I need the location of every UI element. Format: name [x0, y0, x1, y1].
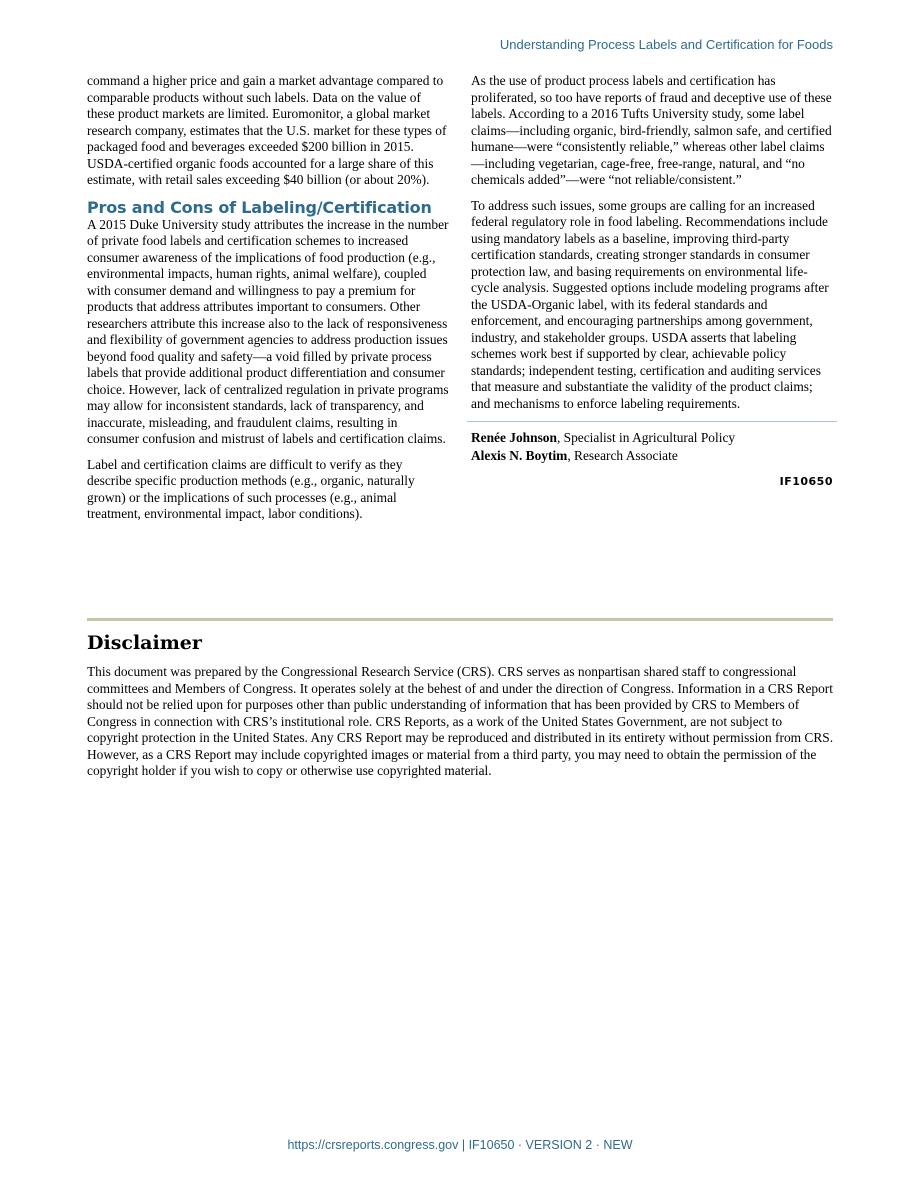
body-paragraph: Label and certification claims are difficult to verify as they describe specific production methods (e.g., organic, naturally grown) or the implications of such processes (e.g., animal treatment, environmental impact, labor conditions).	[87, 456, 415, 521]
right-column	[471, 73, 833, 491]
author-role: , Research Associate	[567, 447, 678, 463]
author-divider	[467, 421, 837, 422]
section-heading: Pros and Cons of Labeling/Certification	[87, 197, 432, 217]
body-paragraph: As the use of product process labels and certification has proliferated, so too have reports of fraud and deceptive use of these labels. According to a 2016 Tufts University study, some label claims—including organic, bird-friendly, salmon safe, and certified humane—were “consistently reliable,” whereas other label claims—including vegetarian, cage-free, free-range, natural, and “no chemicals added”—were “not reliable/consistent.”	[471, 73, 832, 187]
report-id: IF10650	[779, 475, 833, 488]
author-line	[471, 447, 833, 465]
author-line	[471, 429, 833, 447]
disclaimer-heading: Disclaimer	[87, 632, 202, 654]
body-paragraph: command a higher price and gain a market advantage compared to comparable products without such labels. Data on the value of these product markets are limited. Euromonitor, a global market research company, estimates that the U.S. market for these types of packaged food and beverages exceeded $200 billion in 2015. USDA-certified organic foods accounted for a large share of this estimate, with retail sales exceeding $40 billion (or about 20%).	[87, 73, 447, 187]
left-column	[87, 73, 449, 532]
footer-link[interactable]: https://crsreports.congress.gov | IF10650 · VERSION 2 · NEW	[287, 1138, 633, 1152]
body-paragraph: A 2015 Duke University study attributes the increase in the number of private food labels and certification schemes to increased consumer awareness of the implications of food production (e.g., environmental impacts, human rights, animal welfare), coupled with consumer demand and willingness to pay a premium for products that address attributes important to consumers. Other researchers attribute this increase also to the lack of responsiveness and flexibility of government agencies to address production issues beyond food quality and safety—a void filled by private process labels that provide additional product differentiation and consumer choice. However, lack of centralized regulation in private programs may allow for inconsistent standards, lack of transparency, and inaccurate, misleading, and fraudulent claims, resulting in consumer confusion and mistrust of labels and certification claims.	[87, 216, 449, 446]
disclaimer-divider	[87, 618, 833, 621]
disclaimer-text: This document was prepared by the Congressional Research Service (CRS). CRS serves as nonpartisan shared staff to congressional committees and Members of Congress. It operates solely at the behest of and under the direction of Congress. Information in a CRS Report should not be relied upon for purposes other than public understanding of information that has been provided by CRS to Members of Congress in connection with CRS’s institutional role. CRS Reports, as a work of the United States Government, are not subject to copyright protection in the United States. Any CRS Report may be reproduced and distributed in its entirety without permission from CRS. However, as a CRS Report may include copyrighted images or material from a third party, you may need to obtain the permission of the copyright holder if you wish to copy or otherwise use copyrighted material.	[87, 664, 834, 778]
body-paragraph: To address such issues, some groups are calling for an increased federal regulatory role in food labeling. Recommendations include using mandatory labels as a baseline, improving third-party certification standards, creating stronger standards in consumer protection law, and basing requirements on environmental life-cycle analysis. Suggested options include modeling programs after the USDA-Organic label, with its federal standards and enforcement, and encouraging partnerships among government, industry, and stakeholder groups. USDA asserts that labeling schemes work best if supported by clear, achievable policy standards; independent testing, certification and auditing services that measure and substantiate the validity of the product claims; and mechanisms to enforce labeling requirements.	[471, 197, 829, 411]
author-role: , Specialist in Agricultural Policy	[556, 430, 736, 445]
running-header-title: Understanding Process Labels and Certification for Foods	[499, 37, 833, 52]
author-name: Renée Johnson	[471, 430, 557, 445]
author-name: Alexis N. Boytim	[471, 447, 568, 463]
